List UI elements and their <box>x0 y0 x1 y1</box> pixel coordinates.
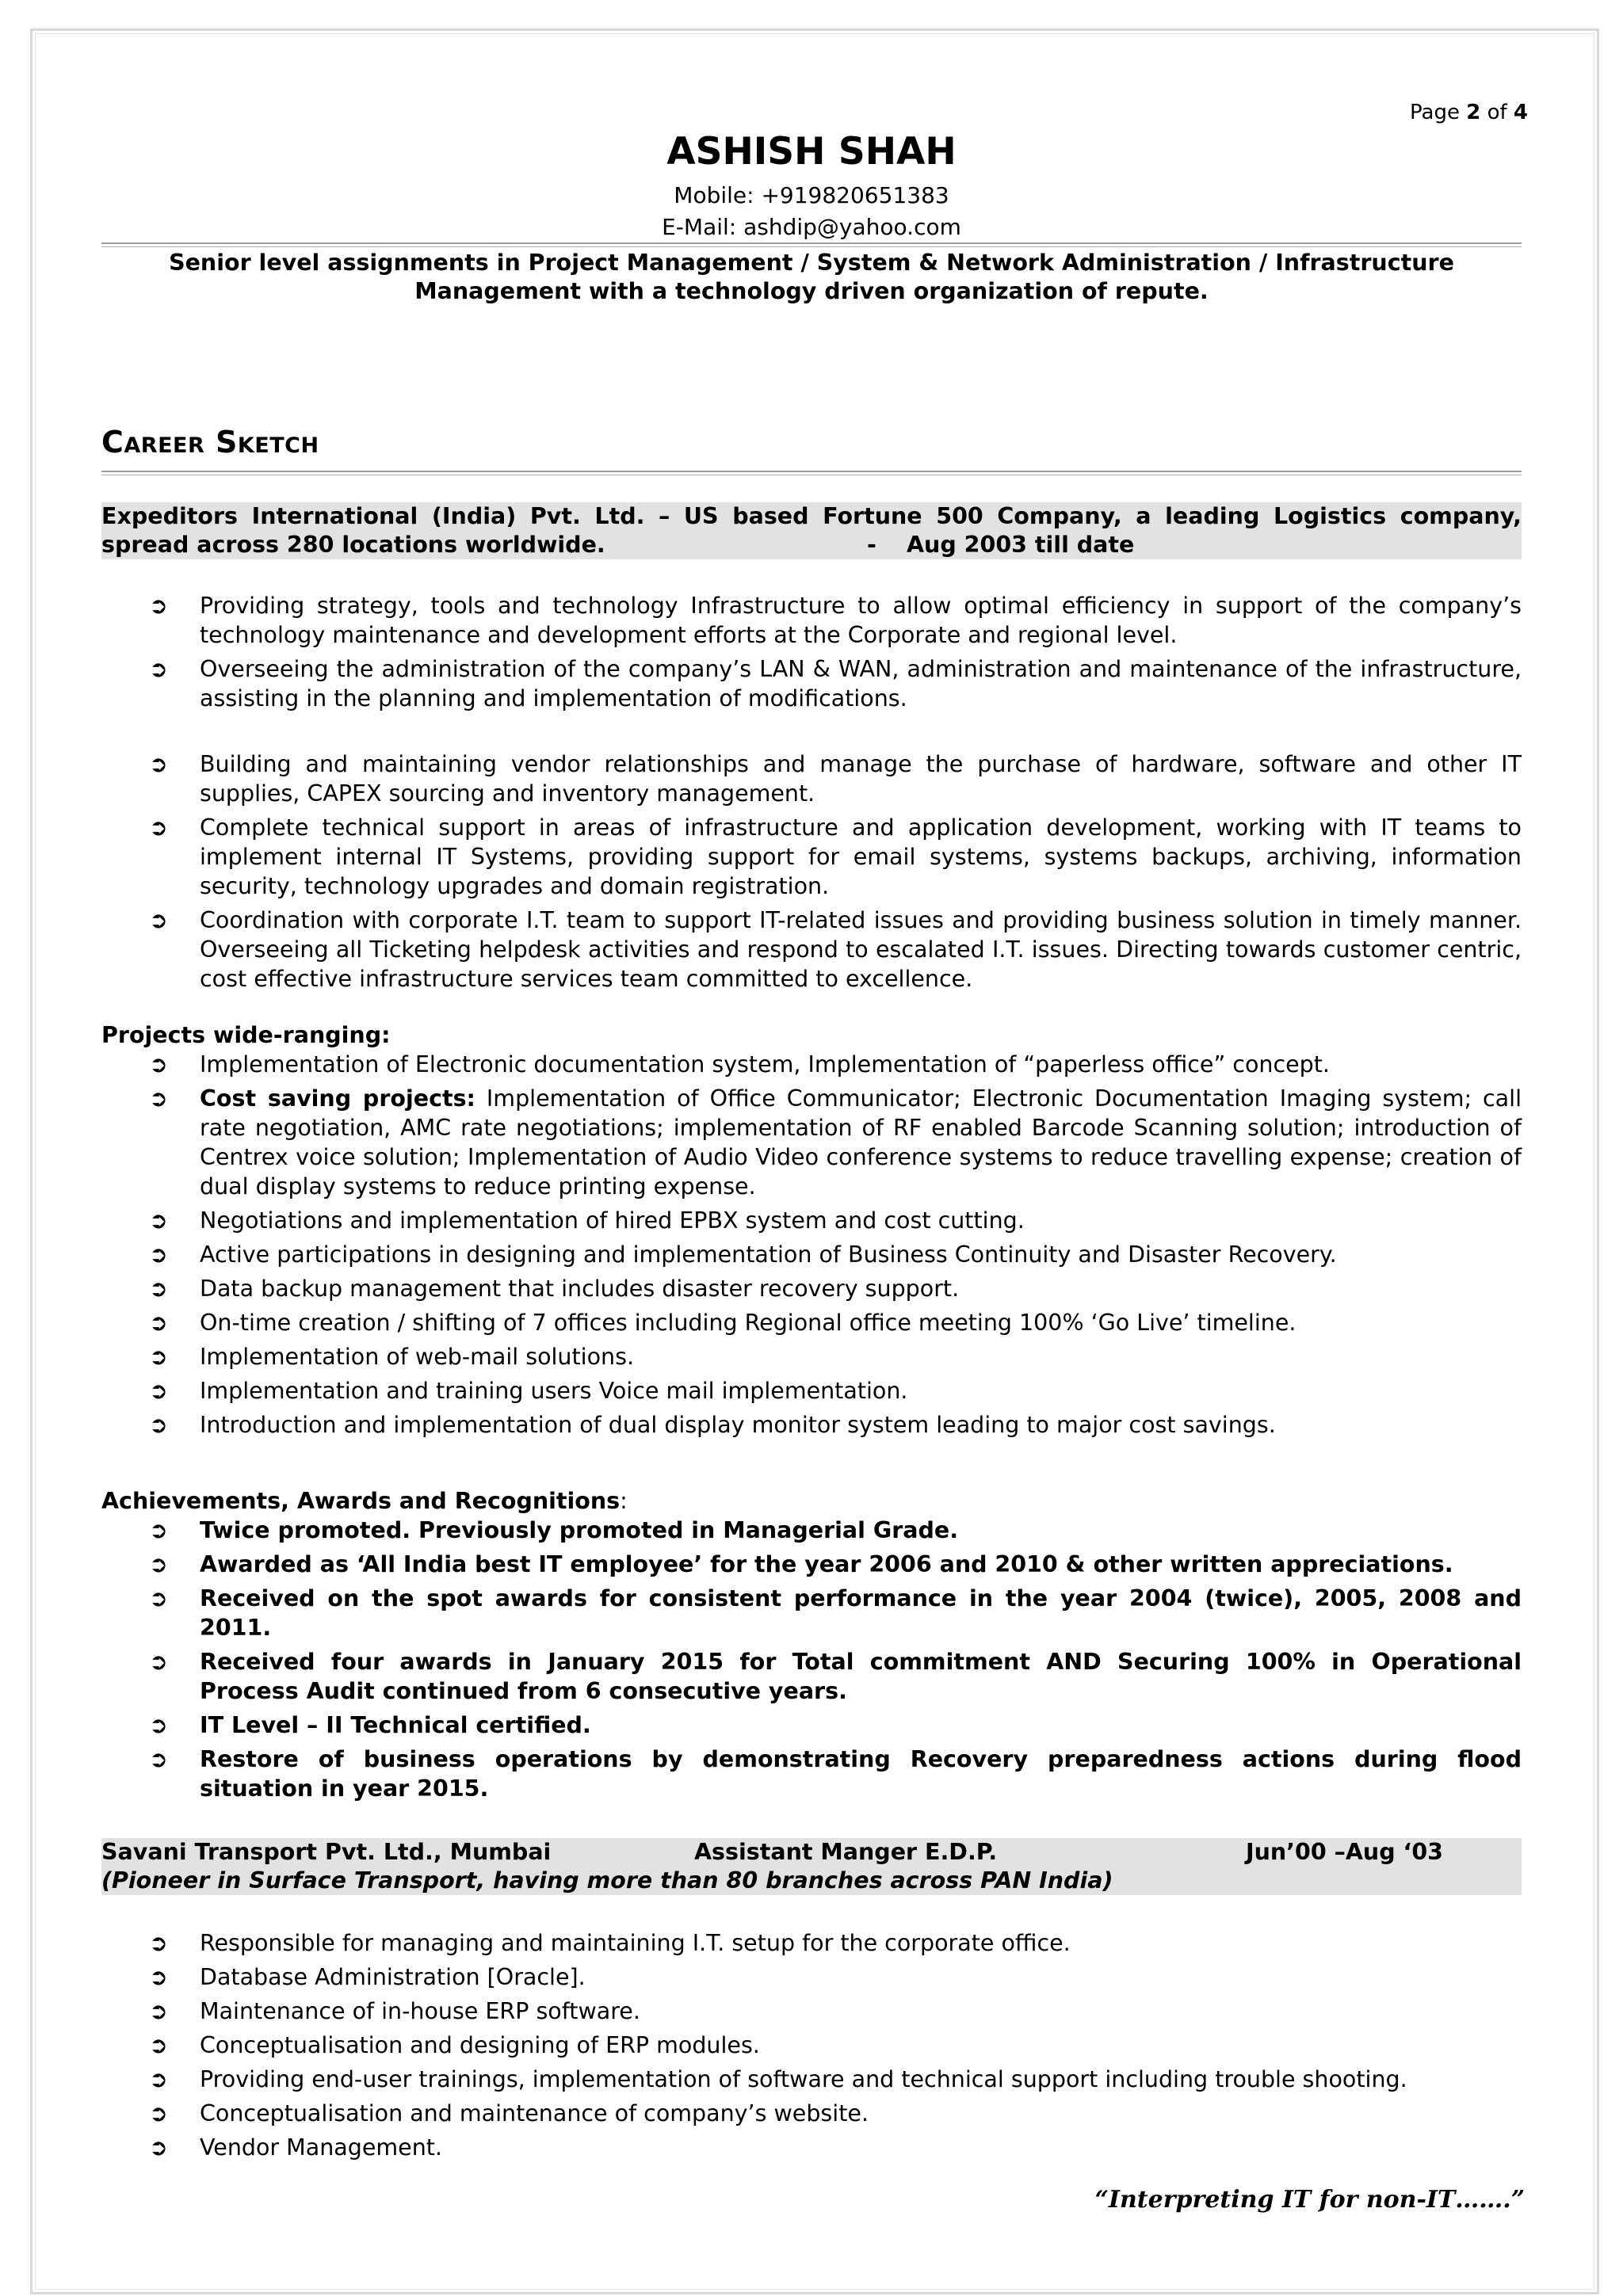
list-item <box>101 1342 1522 1371</box>
list-item-text: On-time creation / shifting of 7 offices including Regional office meeting 100% ‘Go Live’ timeline. <box>200 1310 1296 1336</box>
arrow-bullet-icon: ➲ <box>149 656 168 682</box>
page-current: 2 <box>1466 101 1481 124</box>
achievements-heading: Achievements, Awards and Recognitions: <box>101 1488 628 1514</box>
list-item <box>101 1997 1522 2026</box>
arrow-bullet-icon: ➲ <box>149 1585 168 1611</box>
list-item <box>101 2133 1522 2162</box>
company-bar-savani <box>101 1838 1522 1895</box>
arrow-bullet-icon: ➲ <box>149 1551 168 1577</box>
list-item <box>101 1928 1522 1958</box>
list-item-text: Complete technical support in areas of infrastructure and application development, working with IT teams to implement internal IT Systems, providing support for email systems, systems backups, archiving, information security, technology upgrades and domain registration. <box>200 814 1522 899</box>
list-item-text: Maintenance of in-house ERP software. <box>200 1998 640 2024</box>
list-item-text: Received on the spot awards for consistent performance in the year 2004 (twice), 2005, 2008 and 2011. <box>200 1585 1522 1641</box>
list-item <box>101 1410 1522 1440</box>
mobile: Mobile: +919820651383 <box>674 182 949 208</box>
company-line-2 <box>101 531 1522 559</box>
list-item-text: Introduction and implementation of dual display monitor system leading to major cost savings. <box>200 1412 1276 1438</box>
list-item-text: Negotiations and implementation of hired EPBX system and cost cutting. <box>200 1207 1025 1234</box>
list-item <box>101 1962 1522 1992</box>
list-item <box>101 2065 1522 2094</box>
arrow-bullet-icon: ➲ <box>149 1378 168 1404</box>
list-item-text: Vendor Management. <box>200 2134 442 2161</box>
list-item-text: Conceptualisation and maintenance of company’s website. <box>200 2100 869 2126</box>
arrow-bullet-icon: ➲ <box>149 1276 168 1302</box>
list-item <box>101 1711 1522 1740</box>
list-item <box>101 1745 1522 1803</box>
arrow-bullet-icon: ➲ <box>149 1649 168 1675</box>
achievements-section <box>101 1486 1522 1803</box>
list-item <box>101 2099 1522 2128</box>
list-item-text: Responsible for managing and maintaining I.T. setup for the corporate office. <box>200 1930 1071 1956</box>
arrow-bullet-icon: ➲ <box>149 1412 168 1438</box>
arrow-bullet-icon: ➲ <box>149 2100 168 2126</box>
list-item <box>101 1584 1522 1642</box>
list-item <box>101 749 1522 808</box>
list-item-text: IT Level – II Technical certified. <box>200 1712 591 1738</box>
company-bar-expeditors <box>101 502 1522 559</box>
list-item-text: Awarded as ‘All India best IT employee’ for the year 2006 and 2010 & other written appreciations. <box>200 1551 1453 1577</box>
company-dash: - <box>867 532 876 558</box>
arrow-bullet-icon: ➲ <box>149 593 168 619</box>
career-divider <box>101 471 1522 472</box>
list-item <box>101 2031 1522 2060</box>
list-item-text: Providing strategy, tools and technology Infrastructure to allow optimal efficiency in support of the company’s technology maintenance and development efforts at the Corporate and regional level. <box>200 593 1522 648</box>
projects-section <box>101 1020 1522 1440</box>
arrow-bullet-icon: ➲ <box>149 1930 168 1956</box>
arrow-bullet-icon: ➲ <box>149 1517 168 1543</box>
arrow-bullet-icon: ➲ <box>149 1712 168 1738</box>
arrow-bullet-icon: ➲ <box>149 1207 168 1234</box>
arrow-bullet-icon: ➲ <box>149 751 168 777</box>
arrow-bullet-icon: ➲ <box>149 1310 168 1336</box>
company-dates: Aug 2003 till date <box>907 532 1135 558</box>
arrow-bullet-icon: ➲ <box>149 1964 168 1990</box>
arrow-bullet-icon: ➲ <box>149 907 168 933</box>
savani-role: Assistant Manger E.D.P. <box>694 1839 998 1865</box>
footer-tagline: “Interpreting IT for non-IT…….” <box>1094 2186 1525 2214</box>
list-item-text: Coordination with corporate I.T. team to support IT-related issues and providing business solution in timely manner. Overseeing all Ticketing helpdesk activities and respond to escalated I.T. issues. Directing towards customer centric, cost effective infrastructure services team committed to excellence. <box>200 907 1522 992</box>
email: E-Mail: ashdip@yahoo.com <box>662 214 961 240</box>
list-item <box>101 1550 1522 1579</box>
list-item <box>101 1274 1522 1303</box>
list-item-text: Building and maintaining vendor relationships and manage the purchase of hardware, software and other IT supplies, CAPEX sourcing and inventory management. <box>200 751 1522 807</box>
list-item: ➲ Implementation of Electronic documentation system, Implementation of “paperless office” concept. <box>149 1051 1330 1077</box>
list-item-text: Database Administration [Oracle]. <box>200 1964 586 1990</box>
savani-duties <box>101 1928 1522 2162</box>
duties-group-a <box>101 591 1522 713</box>
list-item-text: Implementation of web-mail solutions. <box>200 1344 634 1370</box>
arrow-bullet-icon: ➲ <box>149 814 168 841</box>
page-of: of <box>1487 101 1507 124</box>
list-item <box>101 591 1522 650</box>
list-item-text: Overseeing the administration of the company’s LAN & WAN, administration and maintenance of the infrastructure, assisting in the planning and implementation of modifications. <box>200 656 1522 711</box>
company-locations: spread across 280 locations worldwide. <box>101 532 605 558</box>
savani-dates: Jun’00 –Aug ‘03 <box>1246 1839 1443 1865</box>
arrow-bullet-icon: ➲ <box>149 1746 168 1772</box>
list-item-text: Data backup management that includes disaster recovery support. <box>200 1276 960 1302</box>
arrow-bullet-icon: ➲ <box>149 1344 168 1370</box>
list-item <box>101 813 1522 901</box>
list-item <box>101 1516 1522 1545</box>
list-item <box>101 906 1522 994</box>
list-item <box>101 654 1522 713</box>
objective: Senior level assignments in Project Management / System & Network Administration / Infrastructure Management with a technology driven organization of repute. <box>169 250 1454 304</box>
candidate-name: ASHISH SHAH <box>666 130 957 174</box>
arrow-bullet-icon: ➲ <box>149 1085 168 1112</box>
page-number <box>1410 98 1528 128</box>
projects-heading: Projects wide-ranging: <box>101 1022 391 1048</box>
list-item-text: Conceptualisation and designing of ERP modules. <box>200 2032 760 2058</box>
savani-header-line <box>101 1838 1522 1867</box>
header-divider-2 <box>101 246 1522 247</box>
arrow-bullet-icon: ➲ <box>149 2066 168 2092</box>
cost-saving-text: Implementation of Office Communicator; Electronic Documentation Imaging system; call rate negotiation, AMC rate negotiations; implementation of RF enabled Barcode Scanning solution; introduction of Centrex voice solution; Implementation of Audio Video conference systems to reduce travelling expense; creation of dual display systems to reduce printing expense. <box>200 1085 1522 1199</box>
list-item <box>101 1240 1522 1269</box>
list-item-text: Restore of business operations by demonstrating Recovery preparedness actions during flood situation in year 2015. <box>200 1746 1522 1802</box>
list-item-text: Received four awards in January 2015 for Total commitment AND Securing 100% in Operational Process Audit continued from 6 consecutive years. <box>200 1649 1522 1704</box>
header-divider <box>101 242 1522 244</box>
list-item <box>101 1308 1522 1337</box>
arrow-bullet-icon: ➲ <box>149 1051 168 1077</box>
duties-group-b <box>101 749 1522 994</box>
list-item-text: Providing end-user trainings, implementation of software and technical support including trouble shooting. <box>200 2066 1407 2092</box>
savani-company: Savani Transport Pvt. Ltd., Mumbai <box>101 1839 552 1865</box>
list-item <box>101 1206 1522 1235</box>
arrow-bullet-icon: ➲ <box>149 1998 168 2024</box>
list-item-text: Twice promoted. Previously promoted in Managerial Grade. <box>200 1517 959 1543</box>
list-item-text: Active participations in designing and implementation of Business Continuity and Disaster Recovery. <box>200 1241 1337 1268</box>
list-item <box>101 1084 1522 1201</box>
section-heading-career: Career Sketch <box>101 425 319 460</box>
page-label: Page <box>1410 101 1460 124</box>
page-total: 4 <box>1513 101 1528 124</box>
list-item-text: Implementation and training users Voice mail implementation. <box>200 1378 908 1404</box>
list-item <box>101 1647 1522 1706</box>
cost-saving-label: Cost saving projects: <box>200 1085 475 1112</box>
savani-tagline: (Pioneer in Surface Transport, having more than 80 branches across PAN India) <box>101 1867 1113 1894</box>
arrow-bullet-icon: ➲ <box>149 2134 168 2161</box>
arrow-bullet-icon: ➲ <box>149 1241 168 1268</box>
arrow-bullet-icon: ➲ <box>149 2032 168 2058</box>
list-item <box>101 1376 1522 1405</box>
company-line-1: Expeditors International (India) Pvt. Ltd. – US based Fortune 500 Company, a leading Logistics company, <box>101 503 1522 529</box>
